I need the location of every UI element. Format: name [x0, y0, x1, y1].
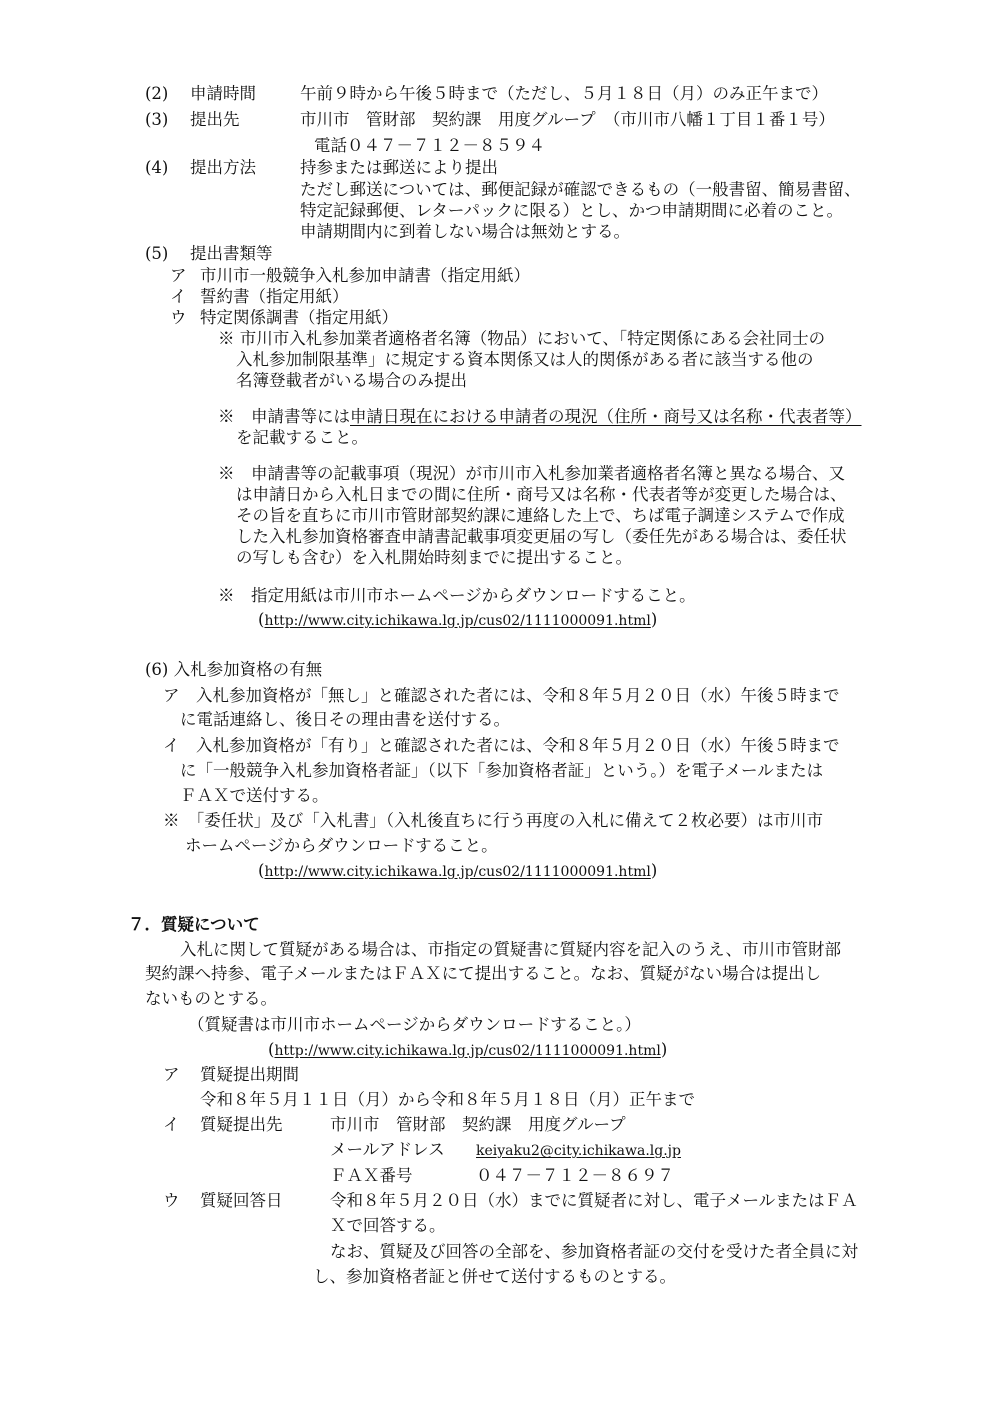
paragraph-line: に電話連絡し、後日その理由書を送付する。	[180, 710, 510, 729]
sub-item-mark: ア	[170, 266, 187, 285]
fax-label: ＦＡＸ番号	[330, 1166, 413, 1185]
item-text: ただし郵送については、郵便記録が確認できるもの（一般書留、簡易書留、	[300, 180, 861, 199]
note-text: 名簿登載者がいる場合のみ提出	[236, 371, 467, 390]
sub-item-mark: ア	[163, 1065, 180, 1084]
note-text: （質疑書は市川市ホームページからダウンロードすること。）	[188, 1015, 641, 1034]
url-line: (http://www.city.ichikawa.lg.jp/cus02/1111000091.html)	[258, 861, 658, 880]
sub-item-text: し、参加資格者証と併せて送付するものとする。	[313, 1267, 676, 1286]
sub-item-label: 質疑提出期間	[200, 1065, 299, 1084]
item-label: 提出書類等	[190, 244, 273, 263]
item-text: 市川市 管財部 契約課 用度グループ （市川市八幡１丁目１番１号）	[300, 110, 835, 129]
paragraph-line: ＦＡＸで送付する。	[180, 786, 329, 805]
section-heading: (6) 入札参加資格の有無	[145, 660, 323, 679]
sub-item-label: 質疑回答日	[200, 1191, 283, 1210]
item-number: (4)	[145, 158, 169, 177]
note-text: ※ 「委任状」及び「入札書」（入札後直ちに行う再度の入札に備えて２枚必要）は市川市	[163, 811, 823, 830]
email-link[interactable]: keiyaku2@city.ichikawa.lg.jp	[476, 1143, 681, 1159]
paragraph-line: 契約課へ持参、電子メールまたはＦＡＸにて提出すること。なお、質疑がない場合は提出し	[145, 964, 822, 983]
sub-item-text: 市川市一般競争入札参加申請書（指定用紙）	[200, 266, 530, 285]
sub-item-mark: イ	[170, 287, 187, 306]
sub-item-text: 令和８年５月２０日（水）までに質疑者に対し、電子メールまたはＦＡ	[330, 1191, 858, 1210]
item-number: (3)	[145, 110, 169, 129]
sub-item-mark: ウ	[163, 1191, 180, 1210]
fax-number: ０４７－７１２－８６９７	[476, 1166, 674, 1185]
paragraph-line: イ 入札参加資格が「有り」と確認された者には、令和８年５月２０日（水）午後５時まで	[163, 736, 840, 755]
note-text: は申請日から入札日までの間に住所・商号又は名称・代表者等が変更した場合は、	[236, 485, 847, 504]
item-text: 午前９時から午後５時まで（ただし、５月１８日（月）のみ正午まで）	[300, 84, 828, 103]
sub-item-mark: ウ	[170, 308, 187, 327]
note-prefix: ※ 申請書等には	[218, 407, 350, 426]
note-text: ※ 指定用紙は市川市ホームページからダウンロードすること。	[218, 586, 696, 605]
note-text: 入札参加制限基準」に規定する資本関係又は人的関係がある者に該当する他の	[236, 350, 814, 369]
url-line: (http://www.city.ichikawa.lg.jp/cus02/1111000091.html)	[268, 1040, 668, 1059]
paragraph-line: ないものとする。	[145, 989, 277, 1008]
note-text: ※ 市川市入札参加業者適格者名簿（物品）において、「特定関係にある会社同士の	[218, 329, 826, 348]
paragraph-line: 入札に関して質疑がある場合は、市指定の質疑書に質疑内容を記入のうえ、市川市管財部	[180, 940, 841, 959]
item-label: 申請時間	[190, 84, 256, 103]
paragraph-line: ア 入札参加資格が「無し」と確認された者には、令和８年５月２０日（水）午後５時まで	[163, 686, 840, 705]
sub-item-text: 市川市 管財部 契約課 用度グループ	[330, 1115, 626, 1134]
note-text: ※ 申請書等の記載事項（現況）が市川市入札参加業者適格者名簿と異なる場合、又	[218, 464, 845, 483]
item-number: (5)	[145, 244, 169, 263]
item-text: 持参または郵送により提出	[300, 158, 498, 177]
note-text	[218, 409, 862, 426]
email-label: メールアドレス	[330, 1140, 445, 1159]
url-line: (http://www.city.ichikawa.lg.jp/cus02/1111000091.html)	[258, 610, 658, 629]
sub-item-mark: イ	[163, 1115, 180, 1134]
download-link[interactable]: http://www.city.ichikawa.lg.jp/cus02/1111000091.html	[274, 1043, 661, 1059]
underlined-text: 申請日現在における申請者の現況（住所・商号又は名称・代表者等）	[350, 407, 862, 426]
item-number: (2)	[145, 84, 169, 103]
section-heading: ７．質疑について	[128, 915, 260, 934]
sub-item-text: 令和８年５月１１日（月）から令和８年５月１８日（月）正午まで	[200, 1090, 695, 1109]
note-text: した入札参加資格審査申請書記載事項変更届の写し（委任先がある場合は、委任状	[236, 527, 847, 546]
download-link[interactable]: http://www.city.ichikawa.lg.jp/cus02/1111000091.html	[264, 864, 651, 880]
phone-number: 電話０４７－７１２－８５９４	[314, 136, 545, 155]
item-label: 提出先	[190, 110, 240, 129]
sub-item-label: 質疑提出先	[200, 1115, 283, 1134]
item-text: 特定記録郵便、レターパックに限る）とし、かつ申請期間に必着のこと。	[300, 201, 844, 220]
paragraph-line: に「一般競争入札参加資格者証」（以下「参加資格者証」という。）を電子メールまたは	[180, 761, 824, 780]
sub-item-text: Ｘで回答する。	[330, 1216, 446, 1235]
download-link[interactable]: http://www.city.ichikawa.lg.jp/cus02/1111000091.html	[264, 613, 651, 629]
item-text: 申請期間内に到着しない場合は無効とする。	[300, 222, 630, 241]
note-text: ホームページからダウンロードすること。	[185, 836, 498, 855]
note-text: その旨を直ちに市川市管財部契約課に連絡した上で、ちば電子調達システムで作成	[236, 506, 845, 525]
sub-item-text: なお、質疑及び回答の全部を、参加資格者証の交付を受けた者全員に対	[330, 1242, 858, 1261]
sub-item-text: 誓約書（指定用紙）	[200, 287, 349, 306]
sub-item-text: 特定関係調書（指定用紙）	[200, 308, 398, 327]
note-text: の写しも含む）を入札開始時刻までに提出すること。	[236, 548, 632, 567]
item-label: 提出方法	[190, 158, 256, 177]
note-text: を記載すること。	[236, 428, 368, 447]
